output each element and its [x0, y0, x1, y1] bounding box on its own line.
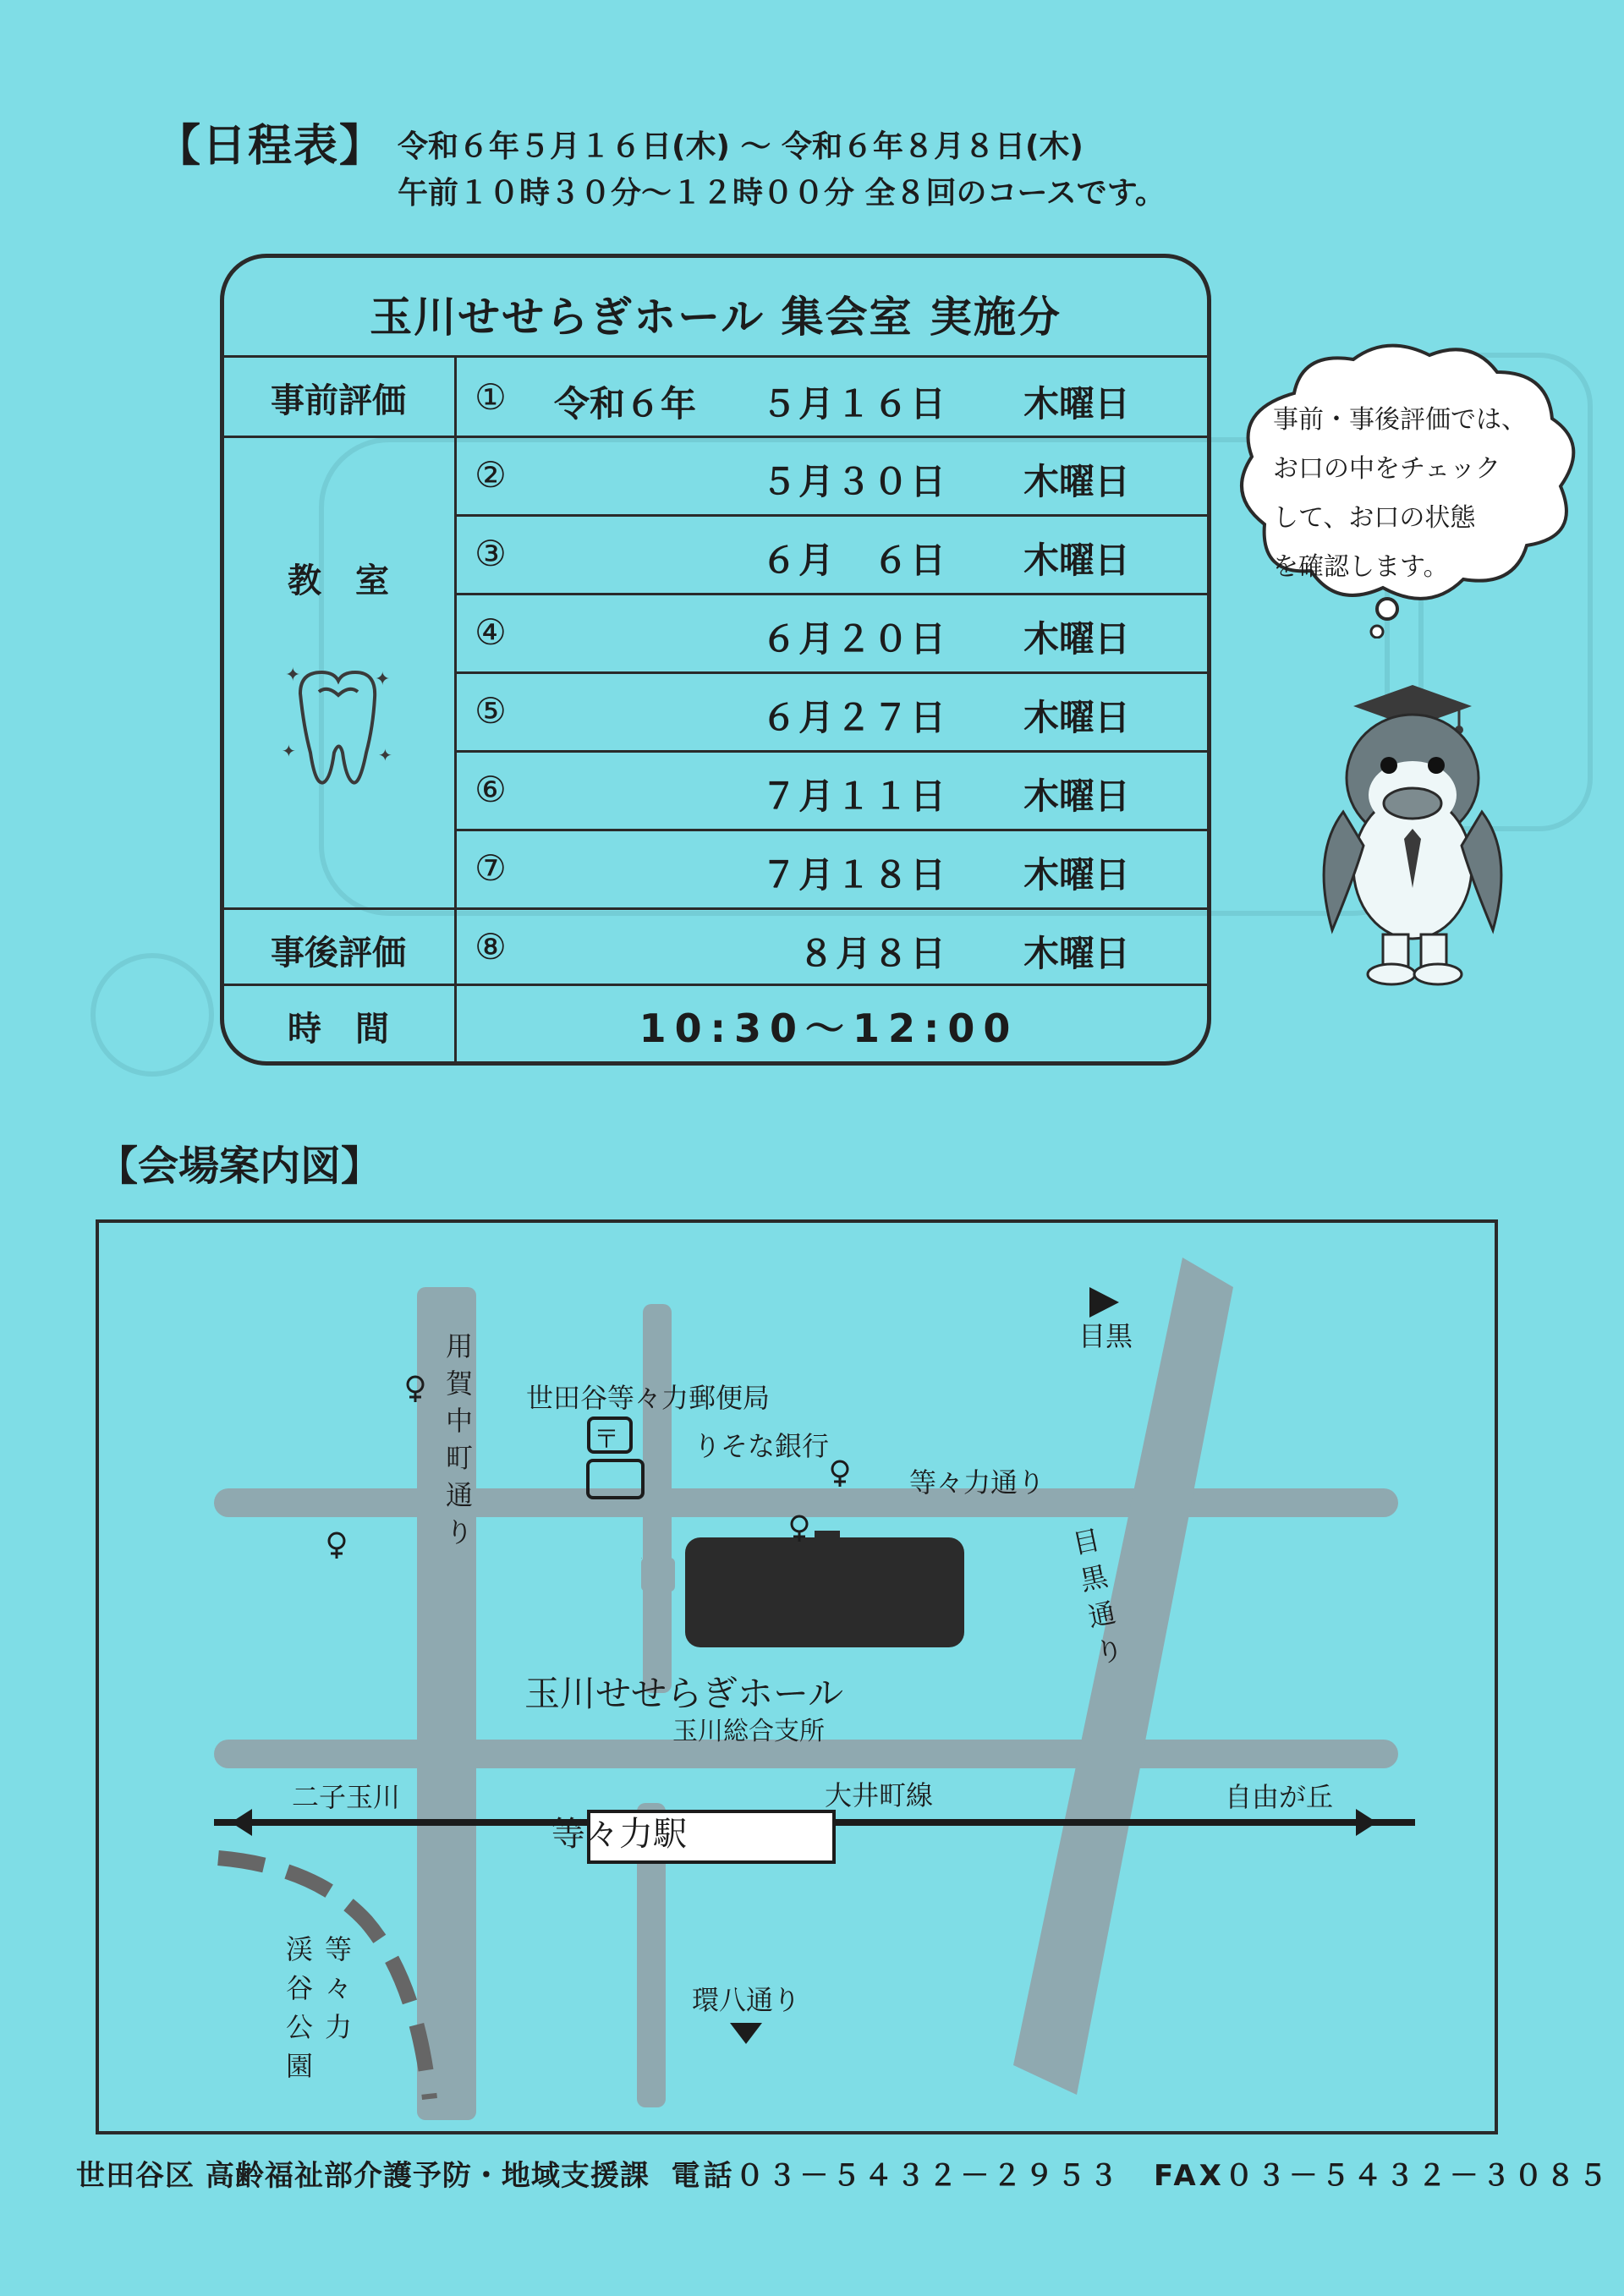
direction-meguro: 目黒: [1078, 1320, 1133, 1352]
session-weekday: 木曜日: [1023, 461, 1131, 502]
session-weekday: 木曜日: [1023, 854, 1131, 896]
session-number: ⑧: [475, 926, 507, 967]
footer-department: 世田谷区 高齢福祉部介護予防・地域支援課: [76, 2159, 650, 2193]
session-weekday: 木曜日: [1023, 383, 1131, 425]
session-date: ７月１８日: [760, 854, 947, 896]
venue-hall-label: 玉川せせらぎホール: [524, 1673, 844, 1714]
footer-phone: 電話０３－５４３２－２９５３: [671, 2159, 1122, 2193]
road-label-meguro: 目 黒 通 り: [1069, 1523, 1127, 1670]
session-era: 令和６年: [554, 383, 697, 425]
session-weekday: 木曜日: [1023, 697, 1131, 738]
park-label-2: 渓 谷 公 園: [285, 1933, 313, 2082]
table-divider: [457, 750, 1207, 753]
svg-text:✦: ✦: [378, 745, 392, 765]
road-label-kanpachi: 環八通り: [692, 1984, 801, 2016]
table-divider: [224, 984, 1207, 986]
rail-line-label: 大井町線: [825, 1779, 934, 1811]
session-weekday: 木曜日: [1023, 540, 1131, 581]
session-number: ③: [475, 533, 507, 574]
penguin-mascot-icon: [1303, 685, 1522, 1006]
road-label-todoroki: 等々力通り: [909, 1466, 1045, 1499]
session-date: ７月１１日: [760, 775, 947, 817]
session-number: ⑤: [475, 690, 507, 732]
schedule-table-title: 玉川せせらぎホール 集会室 実施分: [370, 293, 1062, 342]
resona-bank-label: りそな銀行: [694, 1430, 830, 1462]
svg-text:✦: ✦: [375, 669, 391, 690]
post-office-label: 世田谷等々力郵便局: [526, 1382, 771, 1414]
session-number: ②: [475, 454, 507, 496]
table-divider: [457, 671, 1207, 674]
session-date: ８月８日: [798, 933, 947, 974]
session-number: ⑦: [475, 847, 507, 889]
footer-fax: FAX０３－５４３２－３０８５: [1154, 2159, 1610, 2193]
road-label-youga: 用 賀 中 町 通 り: [445, 1330, 473, 1548]
tooth-icon: [275, 660, 393, 803]
direction-jiyugaoka: 自由が丘: [1225, 1781, 1334, 1813]
session-date: ５月１６日: [760, 383, 947, 425]
session-number: ⑥: [475, 769, 507, 810]
session-time: 10:30～12:00: [639, 1006, 1019, 1051]
row-label-pre: 事前評価: [271, 381, 406, 420]
table-divider: [224, 355, 1207, 358]
venue-branch-label: 玉川総合支所: [672, 1717, 825, 1746]
map-heading: 【会場案内図】: [97, 1143, 382, 1190]
session-date: ６月２０日: [760, 618, 947, 660]
svg-text:✦: ✦: [285, 665, 301, 686]
row-label-post: 事後評価: [271, 934, 406, 973]
park-label-1: 等 々 力: [324, 1933, 352, 2043]
session-number: ①: [475, 376, 507, 418]
table-divider: [224, 436, 1207, 438]
direction-futako: 二子玉川: [292, 1781, 401, 1813]
session-weekday: 木曜日: [1023, 775, 1131, 817]
table-divider: [457, 593, 1207, 595]
svg-text:✦: ✦: [282, 741, 296, 761]
session-weekday: 木曜日: [1023, 618, 1131, 660]
station-label: 等々力駅: [551, 1815, 687, 1854]
table-divider: [457, 829, 1207, 831]
schedule-period: 令和６年５月１６日(木) ～ 令和６年８月８日(木): [398, 129, 1084, 164]
session-date: ５月３０日: [760, 461, 947, 502]
session-number: ④: [475, 611, 507, 653]
footer-contact: [76, 2152, 1610, 2194]
table-divider: [457, 514, 1207, 517]
schedule-heading: 【日程表】: [156, 121, 386, 172]
row-label-class: 教 室: [288, 562, 389, 600]
session-date: ６月 ６日: [760, 540, 947, 581]
session-date: ６月２７日: [760, 697, 947, 738]
speech-cloud-text: 事前・事後評価では、 お口の中をチェック して、お口の状態 を確認します。: [1273, 405, 1527, 582]
schedule-hours: 午前１０時３０分～１２時００分 全８回のコースです。: [398, 176, 1166, 211]
session-weekday: 木曜日: [1023, 933, 1131, 974]
table-divider: [224, 907, 1207, 910]
post-office-icon: 〒: [594, 1425, 619, 1455]
row-label-time: 時 間: [288, 1010, 389, 1049]
table-divider: [454, 355, 457, 1061]
